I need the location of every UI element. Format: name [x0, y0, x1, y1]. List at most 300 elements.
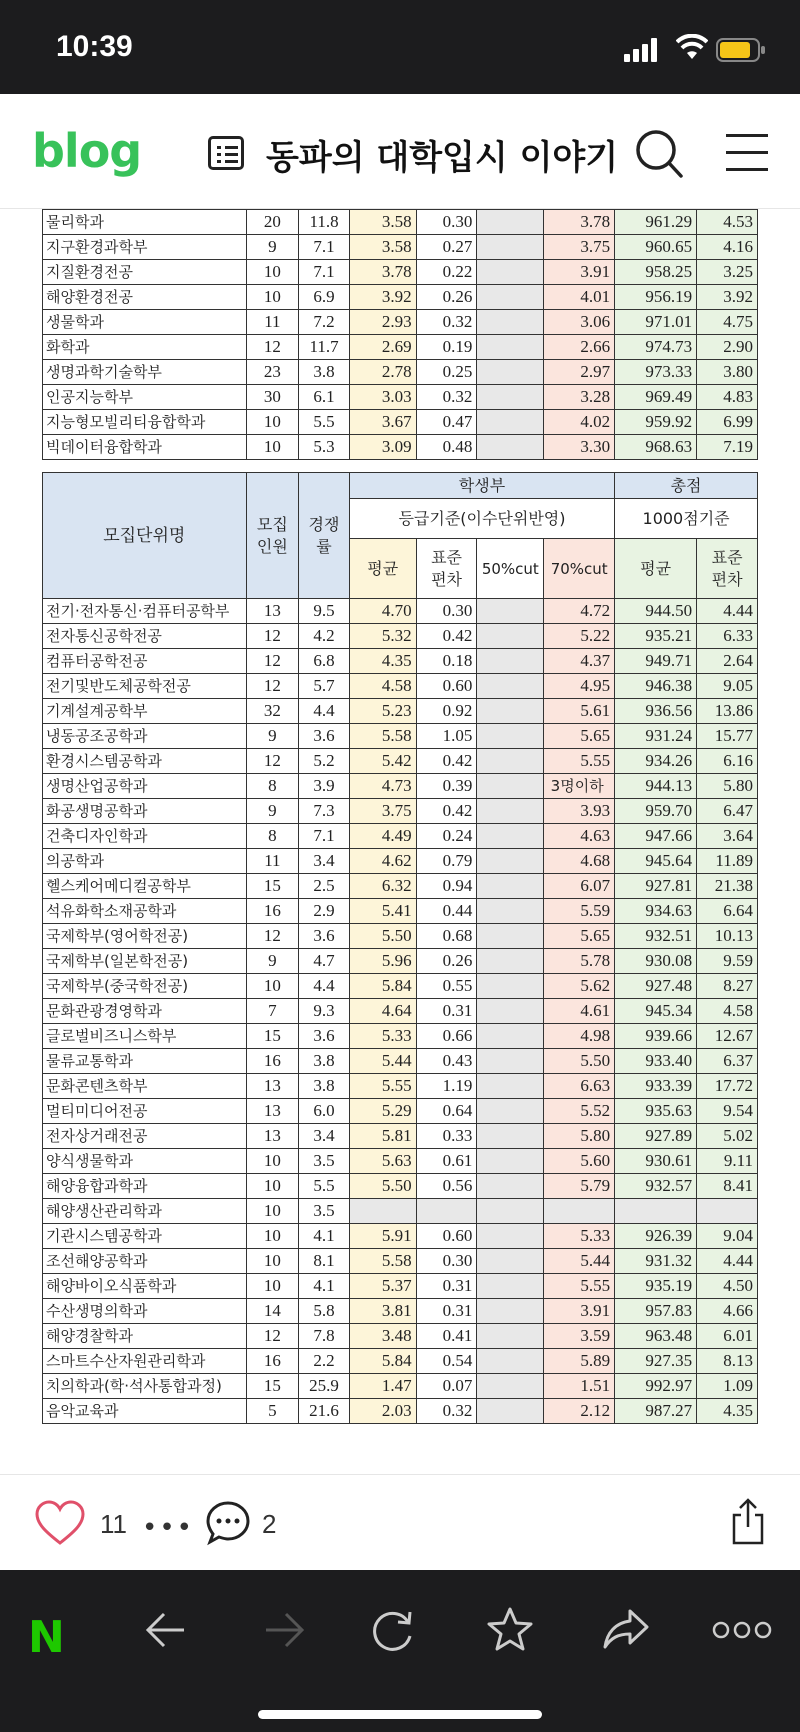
table-cell: 5.44 — [349, 1049, 416, 1074]
header-total-std: 표준편차 — [697, 539, 758, 599]
table-cell: 934.26 — [615, 749, 697, 774]
table-cell: 4.98 — [544, 1024, 615, 1049]
table-cell: 947.66 — [615, 824, 697, 849]
unit-name-cell: 인공지능학부 — [43, 385, 247, 410]
table-cell — [477, 260, 544, 285]
table-cell: 9.59 — [697, 949, 758, 974]
table-cell: 5.33 — [544, 1224, 615, 1249]
table-cell: 5.33 — [349, 1024, 416, 1049]
table-cell: 13.86 — [697, 699, 758, 724]
table-cell: 0.26 — [416, 949, 477, 974]
table-cell — [477, 1149, 544, 1174]
table-cell: 4.35 — [697, 1399, 758, 1424]
table-cell: 3.78 — [544, 210, 615, 235]
table-cell: 0.07 — [416, 1374, 477, 1399]
table-cell: 0.24 — [416, 824, 477, 849]
unit-name-cell: 기관시스템공학과 — [43, 1224, 247, 1249]
blog-logo[interactable]: blog — [32, 124, 142, 178]
status-bar — [0, 0, 800, 94]
table-cell: 15 — [246, 1024, 299, 1049]
header-cut50: 50%cut — [477, 539, 544, 599]
header-grade-basis: 등급기준(이수단위반영) — [349, 499, 614, 539]
table-cell: 5.29 — [349, 1099, 416, 1124]
table-cell: 3.93 — [544, 799, 615, 824]
table-cell — [477, 235, 544, 260]
table-cell — [477, 1174, 544, 1199]
table-cell: 6.0 — [299, 1099, 350, 1124]
table-cell: 992.97 — [615, 1374, 697, 1399]
table-cell: 6.9 — [299, 285, 350, 310]
comment-icon[interactable] — [204, 1499, 252, 1547]
blog-header — [0, 94, 800, 209]
table-cell: 8 — [246, 824, 299, 849]
table-cell: 5.84 — [349, 1349, 416, 1374]
table-row — [43, 1124, 758, 1149]
unit-name-cell: 전자통신공학전공 — [43, 624, 247, 649]
table-cell: 13 — [246, 1124, 299, 1149]
table-cell: 5.59 — [544, 899, 615, 924]
table-cell: 8 — [246, 774, 299, 799]
table-row — [43, 674, 758, 699]
table-cell: 932.51 — [615, 924, 697, 949]
table-cell: 5.58 — [349, 1249, 416, 1274]
unit-name-cell: 치의학과(학·석사통합과정) — [43, 1374, 247, 1399]
table-cell: 4.50 — [697, 1274, 758, 1299]
table-cell: 5.84 — [349, 974, 416, 999]
unit-name-cell: 해양경찰학과 — [43, 1324, 247, 1349]
table-cell: 3.4 — [299, 1124, 350, 1149]
table-cell: 11.8 — [299, 210, 350, 235]
table-cell: 3명이하 — [544, 774, 615, 799]
table-cell: 9.3 — [299, 999, 350, 1024]
table-cell: 5.65 — [544, 724, 615, 749]
table-cell: 4.70 — [349, 599, 416, 624]
table-cell — [477, 435, 544, 460]
table-cell — [477, 1349, 544, 1374]
admissions-table-top — [42, 209, 758, 460]
unit-name-cell: 생명과학기술학부 — [43, 360, 247, 385]
table-cell: 956.19 — [615, 285, 697, 310]
table-cell: 12 — [246, 924, 299, 949]
unit-name-cell: 화공생명공학과 — [43, 799, 247, 824]
like-heart-icon[interactable] — [34, 1499, 86, 1547]
unit-name-cell: 기계설계공학부 — [43, 699, 247, 724]
table-cell: 3.48 — [349, 1324, 416, 1349]
table-cell — [477, 699, 544, 724]
table-cell: 7.19 — [697, 435, 758, 460]
table-cell: 944.50 — [615, 599, 697, 624]
share-arrow-icon[interactable] — [602, 1608, 650, 1650]
table-cell: 13 — [246, 1074, 299, 1099]
table-row — [43, 799, 758, 824]
search-icon[interactable] — [634, 128, 684, 180]
unit-name-cell: 화학과 — [43, 335, 247, 360]
table-cell: 0.26 — [416, 285, 477, 310]
table-cell: 7.1 — [299, 260, 350, 285]
unit-name-cell: 국제학부(영어학전공) — [43, 924, 247, 949]
unit-name-cell: 스마트수산자원관리학과 — [43, 1349, 247, 1374]
table-cell: 5.96 — [349, 949, 416, 974]
table-cell — [477, 849, 544, 874]
share-icon[interactable] — [728, 1497, 768, 1547]
unit-name-cell: 해양생산관리학과 — [43, 1199, 247, 1224]
table-cell: 21.6 — [299, 1399, 350, 1424]
header-avg: 평균 — [349, 539, 416, 599]
table-cell: 5.63 — [349, 1149, 416, 1174]
unit-name-cell: 수산생명의학과 — [43, 1299, 247, 1324]
table-cell: 946.38 — [615, 674, 697, 699]
table-cell: 0.32 — [416, 310, 477, 335]
table-cell: 10 — [246, 1274, 299, 1299]
table-cell: 4.64 — [349, 999, 416, 1024]
table-cell: 12 — [246, 649, 299, 674]
table-cell: 3.4 — [299, 849, 350, 874]
table-cell: 969.49 — [615, 385, 697, 410]
table-row — [43, 335, 758, 360]
table-cell: 5.42 — [349, 749, 416, 774]
table-cell — [477, 385, 544, 410]
blog-title[interactable]: 동파의 대학입시 이야기 — [266, 138, 619, 178]
table-cell: 16 — [246, 899, 299, 924]
table-cell: 3.92 — [697, 285, 758, 310]
table-cell: 959.70 — [615, 799, 697, 824]
table-cell — [477, 310, 544, 335]
table-cell: 8.1 — [299, 1249, 350, 1274]
table-cell: 5.2 — [299, 749, 350, 774]
table-row — [43, 624, 758, 649]
table-cell — [477, 1274, 544, 1299]
table-cell: 1.05 — [416, 724, 477, 749]
table-cell: 5.78 — [544, 949, 615, 974]
table-cell: 0.42 — [416, 799, 477, 824]
menu-icon[interactable] — [726, 134, 768, 185]
table-cell: 4.68 — [544, 849, 615, 874]
more-options-icon[interactable]: ••• — [142, 1513, 195, 1543]
table-cell — [349, 1199, 416, 1224]
table-cell: 11 — [246, 849, 299, 874]
header-competition: 경쟁률 — [299, 473, 350, 599]
table-cell: 971.01 — [615, 310, 697, 335]
table-row — [43, 999, 758, 1024]
table-cell: 13 — [246, 599, 299, 624]
table-cell: 2.66 — [544, 335, 615, 360]
table-cell — [477, 624, 544, 649]
unit-name-cell: 전자상거래전공 — [43, 1124, 247, 1149]
table-cell: 958.25 — [615, 260, 697, 285]
post-content — [0, 209, 800, 1474]
table-cell: 0.22 — [416, 260, 477, 285]
table-cell — [477, 1099, 544, 1124]
table-cell: 4.4 — [299, 974, 350, 999]
table-cell: 4.95 — [544, 674, 615, 699]
table-cell: 1.47 — [349, 1374, 416, 1399]
table-cell: 3.78 — [349, 260, 416, 285]
table-row — [43, 1174, 758, 1199]
forward-arrow-icon[interactable] — [262, 1610, 306, 1650]
table-cell: 4.66 — [697, 1299, 758, 1324]
table-cell: 926.39 — [615, 1224, 697, 1249]
table-cell — [477, 1024, 544, 1049]
unit-name-cell: 건축디자인학과 — [43, 824, 247, 849]
table-row — [43, 824, 758, 849]
table-cell: 10 — [246, 1199, 299, 1224]
post-list-icon[interactable] — [208, 136, 244, 170]
table-cell: 3.9 — [299, 774, 350, 799]
table-cell — [477, 599, 544, 624]
table-cell: 5.60 — [544, 1149, 615, 1174]
table-cell: 3.92 — [349, 285, 416, 310]
table-cell: 7.2 — [299, 310, 350, 335]
table-row — [43, 210, 758, 235]
table-cell: 20 — [246, 210, 299, 235]
table-cell: 32 — [246, 699, 299, 724]
table-cell: 3.91 — [544, 1299, 615, 1324]
table-cell: 10 — [246, 260, 299, 285]
table-cell — [477, 1324, 544, 1349]
table-cell: 3.59 — [544, 1324, 615, 1349]
table-cell: 0.64 — [416, 1099, 477, 1124]
table-cell: 4.73 — [349, 774, 416, 799]
table-cell — [477, 1049, 544, 1074]
table-cell: 23 — [246, 360, 299, 385]
header-total-basis: 1000점기준 — [615, 499, 758, 539]
table-row — [43, 699, 758, 724]
back-arrow-icon[interactable] — [144, 1610, 188, 1650]
header-cut70: 70%cut — [544, 539, 615, 599]
table-cell: 6.64 — [697, 899, 758, 924]
table-cell: 2.5 — [299, 874, 350, 899]
table-cell: 4.4 — [299, 699, 350, 724]
table-cell: 0.32 — [416, 385, 477, 410]
table-cell: 10 — [246, 1174, 299, 1199]
table-cell: 4.35 — [349, 649, 416, 674]
table-cell — [416, 1199, 477, 1224]
table-cell: 3.81 — [349, 1299, 416, 1324]
table-cell: 6.37 — [697, 1049, 758, 1074]
table-cell: 3.64 — [697, 824, 758, 849]
table-row — [43, 285, 758, 310]
table-cell: 16 — [246, 1049, 299, 1074]
table-cell: 3.8 — [299, 1074, 350, 1099]
table-row — [43, 1099, 758, 1124]
table-cell: 931.32 — [615, 1249, 697, 1274]
table-cell: 933.39 — [615, 1074, 697, 1099]
table-cell: 5.50 — [544, 1049, 615, 1074]
table-row — [43, 410, 758, 435]
unit-name-cell: 컴퓨터공학전공 — [43, 649, 247, 674]
header-recruit: 모집인원 — [246, 473, 299, 599]
table-cell: 11 — [246, 310, 299, 335]
table-cell: 15 — [246, 1374, 299, 1399]
bookmark-star-icon[interactable] — [486, 1606, 534, 1652]
table-cell: 2.93 — [349, 310, 416, 335]
table-cell: 0.66 — [416, 1024, 477, 1049]
table-cell: 6.16 — [697, 749, 758, 774]
refresh-icon[interactable] — [370, 1608, 416, 1654]
table-cell: 934.63 — [615, 899, 697, 924]
unit-name-cell: 헬스케어메디컬공학부 — [43, 874, 247, 899]
unit-name-cell: 생명산업공학과 — [43, 774, 247, 799]
table-cell — [477, 210, 544, 235]
table-cell: 2.12 — [544, 1399, 615, 1424]
table-cell — [477, 674, 544, 699]
table-cell: 4.63 — [544, 824, 615, 849]
table-cell: 9.04 — [697, 1224, 758, 1249]
table-cell: 2.78 — [349, 360, 416, 385]
unit-name-cell: 지능형모빌리티융합학과 — [43, 410, 247, 435]
table-cell — [697, 1199, 758, 1224]
table-cell: 5.61 — [544, 699, 615, 724]
table-cell: 4.44 — [697, 599, 758, 624]
table-cell: 10.13 — [697, 924, 758, 949]
table-row — [43, 949, 758, 974]
table-cell: 5.22 — [544, 624, 615, 649]
table-cell: 6.32 — [349, 874, 416, 899]
table-cell: 6.1 — [299, 385, 350, 410]
table-cell: 11.7 — [299, 335, 350, 360]
table-cell: 4.72 — [544, 599, 615, 624]
table-cell: 0.30 — [416, 599, 477, 624]
table-cell: 12.67 — [697, 1024, 758, 1049]
wifi-icon — [676, 34, 708, 60]
table-cell: 5.37 — [349, 1274, 416, 1299]
header-std: 표준편차 — [416, 539, 477, 599]
table-cell: 10 — [246, 1149, 299, 1174]
table-cell: 7.3 — [299, 799, 350, 824]
table-cell: 4.1 — [299, 1224, 350, 1249]
table-cell: 4.02 — [544, 410, 615, 435]
unit-name-cell: 지구환경과학부 — [43, 235, 247, 260]
unit-name-cell: 석유화학소재공학과 — [43, 899, 247, 924]
table-cell: 960.65 — [615, 235, 697, 260]
table-cell: 3.6 — [299, 724, 350, 749]
table-cell: 9.11 — [697, 1149, 758, 1174]
table-cell: 9 — [246, 724, 299, 749]
table-cell: 930.61 — [615, 1149, 697, 1174]
table-cell: 14 — [246, 1299, 299, 1324]
table-cell: 2.9 — [299, 899, 350, 924]
table-cell: 3.75 — [349, 799, 416, 824]
table-row — [43, 849, 758, 874]
unit-name-cell: 문화콘텐츠학부 — [43, 1074, 247, 1099]
table-cell: 1.19 — [416, 1074, 477, 1099]
table-cell: 4.49 — [349, 824, 416, 849]
table-cell: 4.2 — [299, 624, 350, 649]
table-cell: 6.8 — [299, 649, 350, 674]
table-cell: 3.80 — [697, 360, 758, 385]
table-cell: 5.79 — [544, 1174, 615, 1199]
table-cell: 5.80 — [697, 774, 758, 799]
table-cell: 4.44 — [697, 1249, 758, 1274]
unit-name-cell: 해양바이오식품학과 — [43, 1274, 247, 1299]
table-cell: 4.61 — [544, 999, 615, 1024]
table-cell: 0.60 — [416, 1224, 477, 1249]
table-cell: 5.52 — [544, 1099, 615, 1124]
table-cell: 0.56 — [416, 1174, 477, 1199]
home-indicator — [258, 1710, 542, 1719]
unit-name-cell: 전기·전자통신·컴퓨터공학부 — [43, 599, 247, 624]
table-cell: 12 — [246, 674, 299, 699]
table-cell: 3.5 — [299, 1149, 350, 1174]
table-cell: 15.77 — [697, 724, 758, 749]
table-cell — [477, 874, 544, 899]
table-cell: 12 — [246, 624, 299, 649]
table-cell: 987.27 — [615, 1399, 697, 1424]
table-cell — [477, 649, 544, 674]
like-count: 11 — [100, 1509, 127, 1539]
table-cell: 3.30 — [544, 435, 615, 460]
more-menu-icon[interactable] — [712, 1620, 772, 1640]
table-cell: 0.27 — [416, 235, 477, 260]
table-cell: 0.18 — [416, 649, 477, 674]
table-cell: 10 — [246, 285, 299, 310]
unit-name-cell: 국제학부(중국학전공) — [43, 974, 247, 999]
table-cell: 5.8 — [299, 1299, 350, 1324]
table-cell: 4.58 — [697, 999, 758, 1024]
table-cell: 0.54 — [416, 1349, 477, 1374]
table-cell: 0.31 — [416, 1299, 477, 1324]
unit-name-cell: 생물학과 — [43, 310, 247, 335]
table-cell: 6.63 — [544, 1074, 615, 1099]
table-cell: 927.81 — [615, 874, 697, 899]
table-cell: 4.83 — [697, 385, 758, 410]
table-cell: 3.58 — [349, 210, 416, 235]
table-cell: 5.7 — [299, 674, 350, 699]
table-cell: 3.6 — [299, 1024, 350, 1049]
table-cell: 6.07 — [544, 874, 615, 899]
table-cell: 3.5 — [299, 1199, 350, 1224]
table-cell: 10 — [246, 410, 299, 435]
table-cell — [477, 1374, 544, 1399]
table-cell — [477, 1224, 544, 1249]
table-cell: 2.64 — [697, 649, 758, 674]
unit-name-cell: 양식생물학과 — [43, 1149, 247, 1174]
browser-toolbar — [0, 1570, 800, 1732]
table-row — [43, 749, 758, 774]
header-unit-name: 모집단위명 — [43, 473, 247, 599]
table-cell: 5.23 — [349, 699, 416, 724]
header-school-record: 학생부 — [349, 473, 614, 499]
table-cell: 9.54 — [697, 1099, 758, 1124]
table-cell — [477, 410, 544, 435]
table-cell: 5.50 — [349, 1174, 416, 1199]
post-action-bar — [0, 1474, 800, 1570]
table-cell: 6.99 — [697, 410, 758, 435]
table-cell: 0.33 — [416, 1124, 477, 1149]
table-cell: 3.6 — [299, 924, 350, 949]
unit-name-cell: 음악교육과 — [43, 1399, 247, 1424]
unit-name-cell: 해양융합과학과 — [43, 1174, 247, 1199]
table-cell: 0.31 — [416, 1274, 477, 1299]
table-cell — [477, 1199, 544, 1224]
table-cell: 4.1 — [299, 1274, 350, 1299]
table-cell: 0.19 — [416, 335, 477, 360]
table-cell: 2.97 — [544, 360, 615, 385]
table-row — [43, 1024, 758, 1049]
table-cell: 5.89 — [544, 1349, 615, 1374]
table-cell: 11.89 — [697, 849, 758, 874]
table-cell: 10 — [246, 974, 299, 999]
naver-logo[interactable]: N — [28, 1612, 65, 1663]
table-cell: 4.75 — [697, 310, 758, 335]
table-cell: 945.34 — [615, 999, 697, 1024]
unit-name-cell: 글로벌비즈니스학부 — [43, 1024, 247, 1049]
table-row — [43, 385, 758, 410]
table-cell — [477, 774, 544, 799]
table-row — [43, 435, 758, 460]
table-cell: 4.16 — [697, 235, 758, 260]
unit-name-cell: 멀티미디어전공 — [43, 1099, 247, 1124]
